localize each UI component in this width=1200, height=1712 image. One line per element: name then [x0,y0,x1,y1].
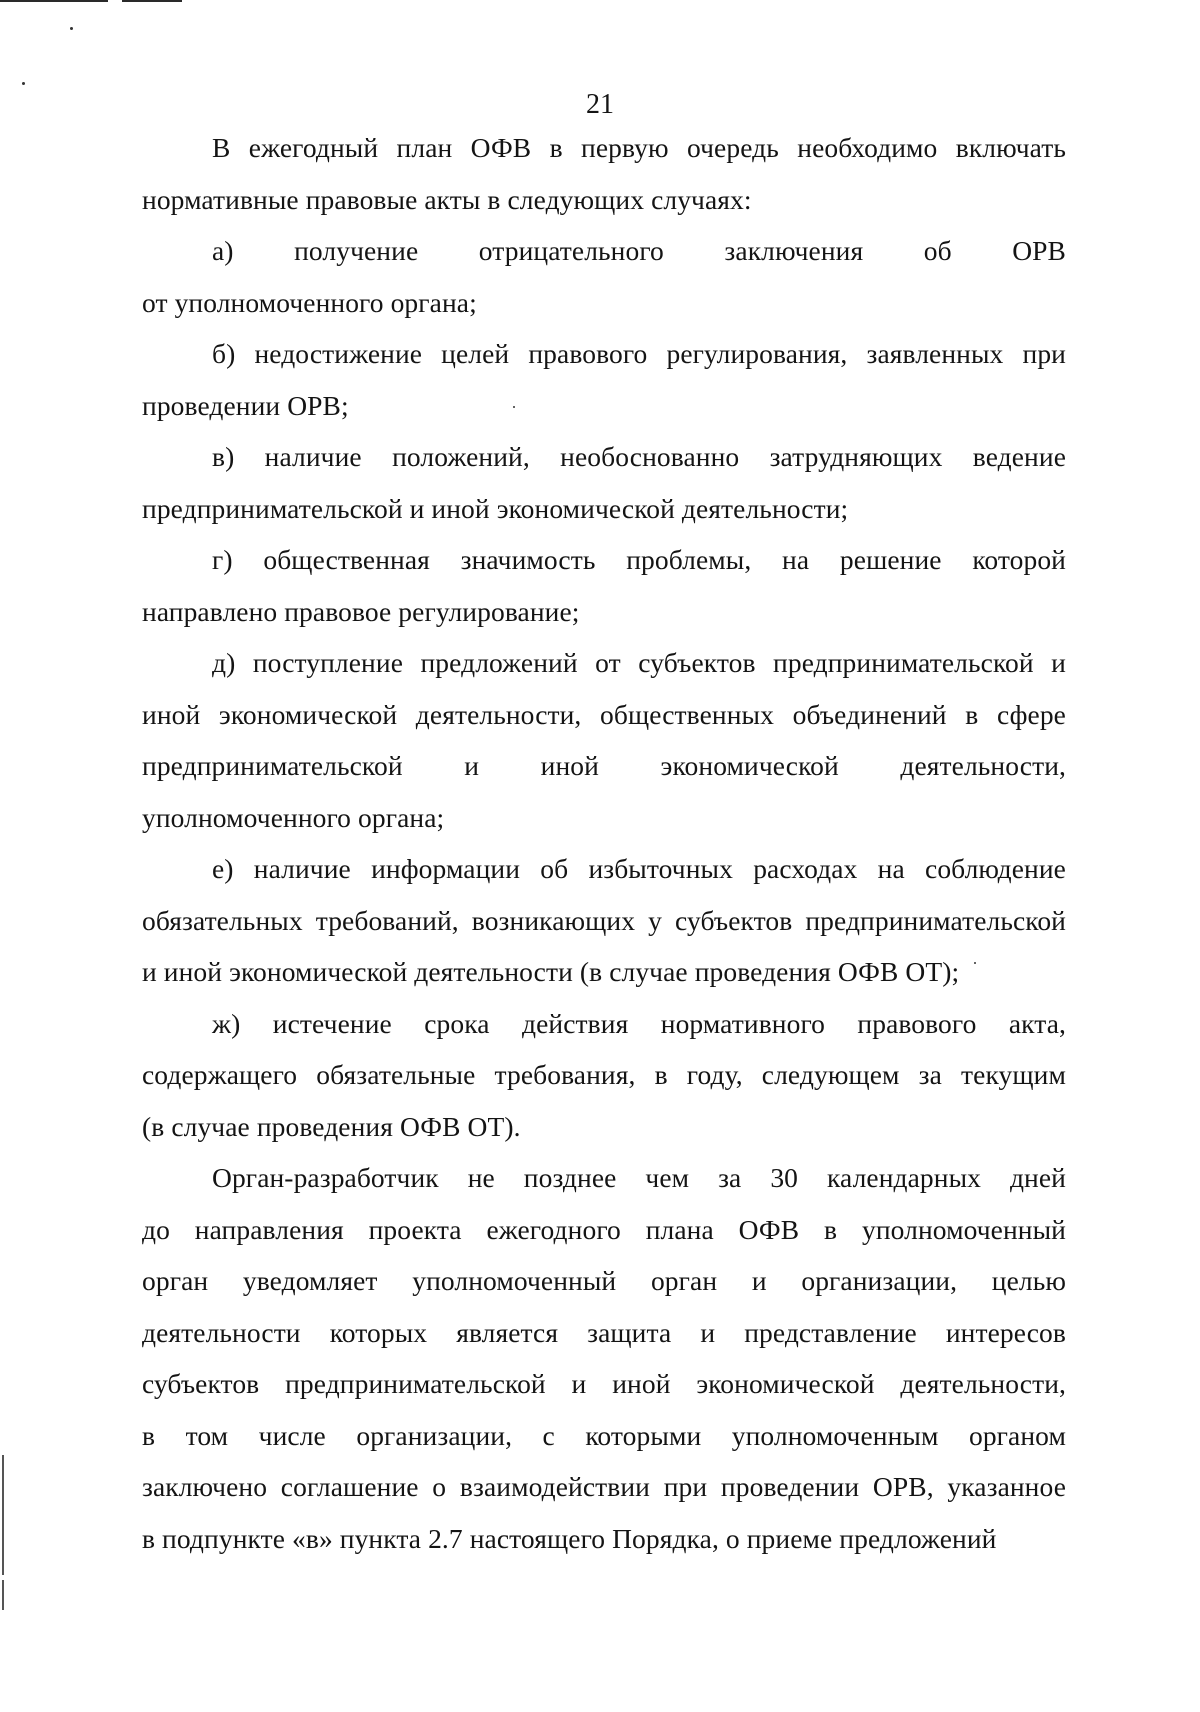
text-line: орган уведомляет уполномоченный орган и организации, целью [142,1265,1066,1296]
text-line: субъектов предпринимательской и иной экономической деятельности, [142,1368,1066,1399]
text-line: обязательных требований, возникающих у субъектов предпринимательской [142,904,1066,936]
text-line: В ежегодный план ОФВ в первую очередь необходимо включать [212,132,1066,163]
text-line: (в случае проведения ОФВ ОТ). [142,1110,521,1142]
paragraph [142,1152,1066,1564]
scan-artifact-line [0,0,108,2]
text-line: заключено соглашение о взаимодействии при проведении ОРВ, указанное [142,1471,1066,1502]
text-line: д) поступление предложений от субъектов предпринимательской и [212,647,1066,678]
text-line: в том числе организации, с которыми уполномоченным органом [142,1419,1066,1451]
text-line: содержащего обязательные требования, в году, следующем за текущим [142,1059,1066,1090]
scan-artifact-line [122,0,182,2]
scan-margin-mark [2,1455,4,1575]
paragraph [142,998,1066,1153]
text-line: деятельности которых является защита и представление интересов [142,1316,1066,1348]
text-line: г) общественная значимость проблемы, на решение которой [212,544,1066,575]
text-line: до направления проекта ежегодного плана ОФВ в уполномоченный [142,1213,1066,1245]
paragraph [142,431,1066,534]
text-line: а) получение отрицательного заключения об ОРВ [212,235,1066,266]
text-line: уполномоченного органа; [142,801,445,833]
scan-artifact-dot [70,27,73,30]
paragraph [142,122,1066,225]
text-line: предпринимательской и иной экономической деятельности, [142,750,1066,781]
page-number: 21 [586,89,614,120]
text-line: Орган-разработчик не позднее чем за 30 календарных дней [212,1162,1066,1193]
text-line: в) наличие положений, необоснованно затрудняющих ведение [212,441,1066,472]
text-line: от уполномоченного органа; [142,286,477,318]
text-line: б) недостижение целей правового регулирования, заявленных при [212,338,1066,369]
paragraph [142,225,1066,328]
paragraph [142,637,1066,843]
text-line: нормативные правовые акты в следующих случаях: [142,183,752,215]
paragraph [142,843,1066,998]
text-line: проведении ОРВ; [142,389,349,421]
scan-artifact-dot [22,82,25,85]
text-line: в подпункте «в» пункта 2.7 настоящего Порядка, о приеме предложений [142,1522,997,1554]
text-line: иной экономической деятельности, общественных объединений в сфере [142,698,1066,730]
text-line: и иной экономической деятельности (в случае проведения ОФВ ОТ); [142,956,960,987]
text-line: е) наличие информации об избыточных расходах на соблюдение [212,853,1066,884]
text-line: предпринимательской и иной экономической деятельности; [142,492,849,524]
text-line: ж) истечение срока действия нормативного правового акта, [212,1007,1066,1039]
scan-margin-mark [2,1580,4,1610]
text-line: направлено правовое регулирование; [142,595,580,627]
paragraph [142,534,1066,637]
paragraph [142,328,1066,431]
document-body [142,122,1066,1564]
